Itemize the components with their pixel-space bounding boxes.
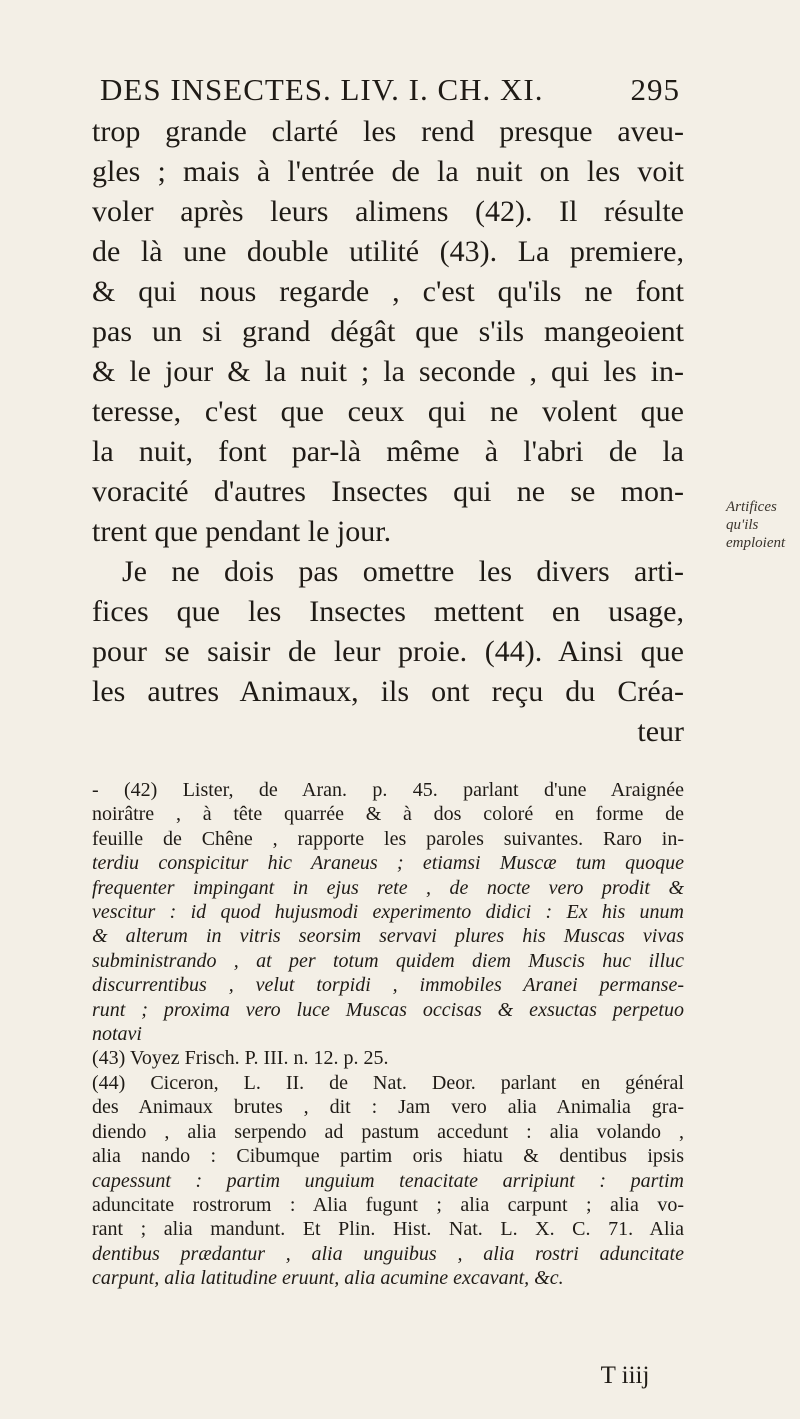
page-number: 295 (630, 72, 680, 107)
margin-note (726, 498, 798, 552)
footnote-line: diendo , alia serpendo ad pastum accedunt : alia volando , (92, 1120, 684, 1143)
text-line: voracité d'autres Insectes qui ne se mon- (92, 475, 684, 508)
footnote-line: terdiu conspicitur hic Araneus ; etiamsi Muscæ tum quoque (92, 852, 684, 875)
footnote-line: noirâtre , à tête quarrée & à dos coloré en forme de (92, 803, 684, 826)
footnote-line: aduncitate rostrorum : Alia fugunt ; alia carpunt ; alia vo- (92, 1193, 684, 1216)
margin-note-line: qu'ils (726, 517, 759, 533)
footnote-line: notavi (92, 1023, 142, 1046)
footnote-line: carpunt, alia latitudine eruunt, alia acumine excavant, &c. (92, 1267, 564, 1290)
text-line: teresse, c'est que ceux qui ne volent que (92, 395, 684, 428)
footnote-line: - (42) Lister, de Aran. p. 45. parlant d'une Araignée (92, 779, 684, 801)
footnote-line: runt ; proxima vero luce Muscas occisas & exsuctas perpetuo (92, 998, 684, 1021)
text-line: de là une double utilité (43). La premiere, (92, 235, 684, 268)
text-line: trop grande clarté les rend presque aveu- (92, 115, 684, 148)
footnote-line: discurrentibus , velut torpidi , immobiles Aranei permanse- (92, 974, 684, 997)
text-line: voler après leurs alimens (42). Il résulte (92, 195, 684, 228)
text-line: & le jour & la nuit ; la seconde , qui les in- (92, 355, 684, 388)
footnote-line: alia nando : Cibumque partim oris hiatu & dentibus ipsis (92, 1145, 684, 1168)
margin-note-line: emploient (726, 535, 786, 551)
catchword: teur (637, 715, 684, 748)
text-line: & qui nous regarde , c'est qu'ils ne font (92, 275, 684, 308)
footnote-line: vescitur : id quod hujusmodi experimento didici : Ex his unum (92, 901, 684, 924)
text-line: les autres Animaux, ils ont reçu du Créa- (92, 675, 684, 708)
footnote-line: subministrando , at per totum quidem diem Muscis huc illuc (92, 949, 684, 972)
footnote-line: frequenter impingant in ejus rete , de nocte vero prodit & (92, 876, 684, 899)
footnote-line: dentibus prædantur , alia unguibus , alia rostri aduncitate (92, 1242, 684, 1265)
footnotes (92, 778, 684, 1291)
footnote-line: (44) Ciceron, L. II. de Nat. Deor. parlant en général (92, 1071, 684, 1094)
text-line: Je ne dois pas omettre les divers arti- (122, 555, 684, 588)
running-title: DES INSECTES. LIV. I. CH. XI. (100, 72, 544, 107)
margin-note-line: Artifices (726, 499, 777, 515)
text-line: pas un si grand dégât que s'ils mangeoient (92, 315, 684, 348)
footnote-line: rant ; alia mandunt. Et Plin. Hist. Nat. L. X. C. 71. Alia (92, 1218, 684, 1241)
text-line: trent que pendant le jour. (92, 515, 392, 548)
main-text (92, 112, 684, 752)
text-line: la nuit, font par-là même à l'abri de la (92, 435, 684, 468)
footnote-line: (43) Voyez Frisch. P. III. n. 12. p. 25. (92, 1047, 389, 1070)
footnote-line: feuille de Chêne , rapporte les paroles suivantes. Raro in- (92, 827, 684, 850)
footnote-line: & alterum in vitris seorsim servavi plures his Muscas vivas (92, 925, 684, 948)
footnote-line: capessunt : partim unguium tenacitate arripiunt : partim (92, 1169, 684, 1192)
text-line: pour se saisir de leur proie. (44). Ainsi que (92, 635, 684, 668)
text-line: fices que les Insectes mettent en usage, (92, 595, 684, 628)
footnote-line: des Animaux brutes , dit : Jam vero alia Animalia gra- (92, 1096, 684, 1119)
signature-mark: T iiij (600, 1362, 650, 1389)
text-line: gles ; mais à l'entrée de la nuit on les voit (92, 155, 684, 188)
